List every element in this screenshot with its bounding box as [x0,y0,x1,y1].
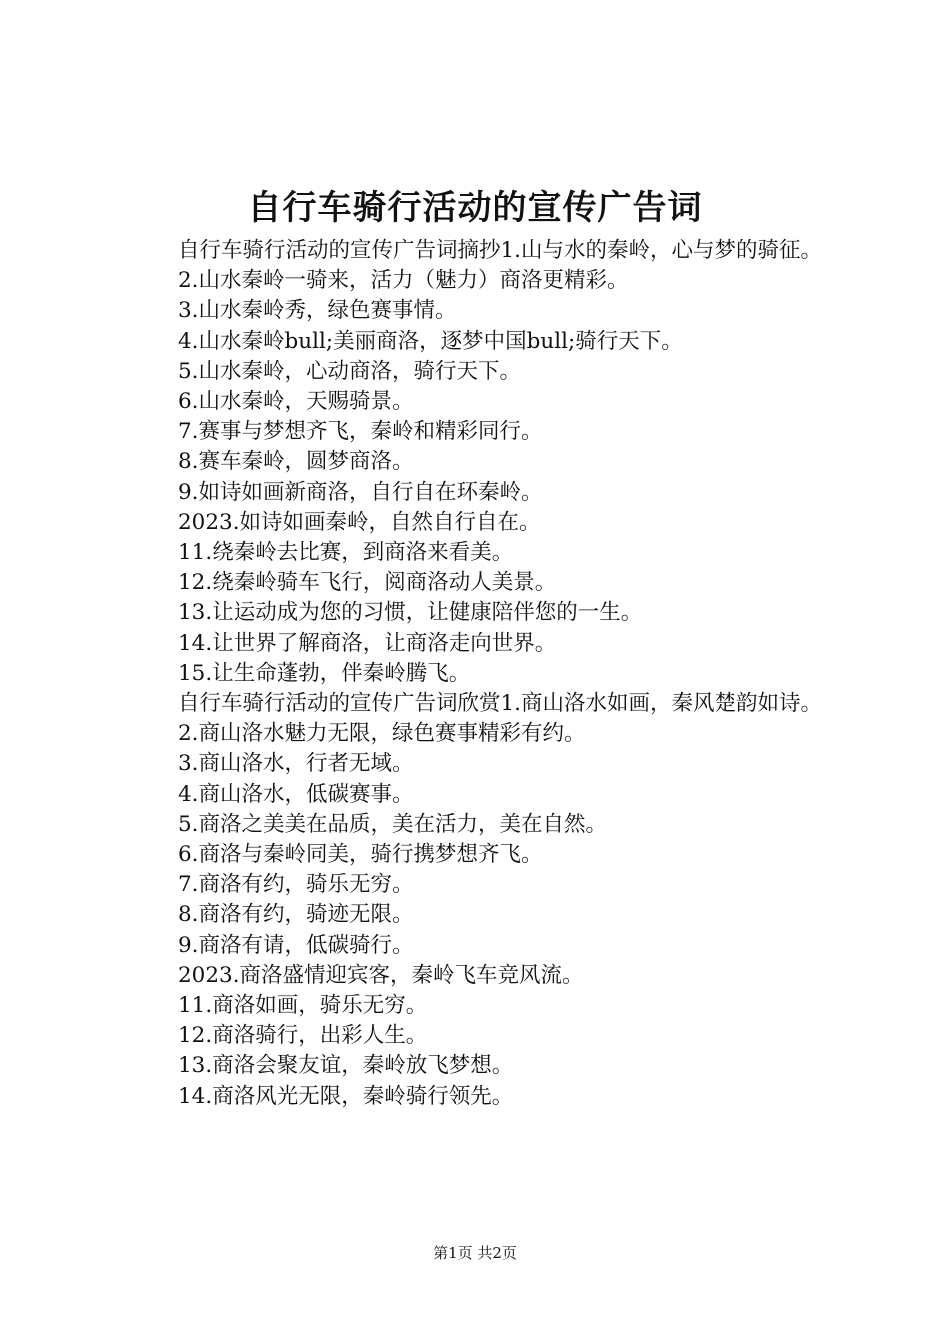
paragraph: 13.商洛会聚友谊，秦岭放飞梦想。 [178,1053,514,1079]
paragraph: 12.商洛骑行，出彩人生。 [178,1023,428,1049]
paragraph: 8.赛车秦岭，圆梦商洛。 [178,449,414,475]
paragraph: 3.山水秦岭秀，绿色赛事情。 [178,298,457,324]
paragraph: 13.让运动成为您的习惯，让健康陪伴您的一生。 [178,600,643,626]
document-title: 自行车骑行活动的宣传广告词 [247,188,703,228]
paragraph: 自行车骑行活动的宣传广告词欣赏1.商山洛水如画，秦风楚韵如诗。 [178,691,823,717]
paragraph: 11.商洛如画，骑乐无穷。 [178,993,428,1019]
paragraph: 2023.商洛盛情迎宾客，秦岭飞车竞风流。 [178,962,584,988]
paragraph: 6.山水秦岭，天赐骑景。 [178,389,414,415]
paragraph: 11.绕秦岭去比赛，到商洛来看美。 [178,540,514,566]
paragraph: 7.赛事与梦想齐飞，秦岭和精彩同行。 [178,419,543,445]
paragraph: 2.商山洛水魅力无限，绿色赛事精彩有约。 [178,721,586,747]
paragraph: 14.让世界了解商洛，让商洛走向世界。 [178,630,557,656]
paragraph: 2.山水秦岭一骑来，活力（魅力）商洛更精彩。 [178,268,629,294]
page-footer: 第1页 共2页 [433,1244,517,1262]
paragraph: 9.商洛有请，低碳骑行。 [178,932,414,958]
paragraph: 4.商山洛水，低碳赛事。 [178,781,414,807]
document-body [130,236,835,1112]
paragraph: 2023.如诗如画秦岭，自然自行自在。 [178,509,541,535]
paragraph: 自行车骑行活动的宣传广告词摘抄1.山与水的秦岭，心与梦的骑征。 [178,238,823,263]
paragraph: 8.商洛有约，骑迹无限。 [178,902,414,928]
paragraph: 14.商洛风光无限，秦岭骑行领先。 [178,1083,514,1109]
paragraph: 4.山水秦岭bull;美丽商洛，逐梦中国bull;骑行天下。 [178,328,683,354]
paragraph: 3.商山洛水，行者无域。 [178,751,414,777]
paragraph: 5.山水秦岭，心动商洛，骑行天下。 [178,358,522,384]
paragraph: 9.如诗如画新商洛，自行自在环秦岭。 [178,479,543,505]
paragraph: 12.绕秦岭骑车飞行，阅商洛动人美景。 [178,570,557,596]
paragraph: 15.让生命蓬勃，伴秦岭腾飞。 [178,660,471,686]
paragraph: 6.商洛与秦岭同美，骑行携梦想齐飞。 [178,842,543,868]
paragraph: 7.商洛有约，骑乐无穷。 [178,872,414,898]
paragraph: 5.商洛之美美在品质，美在活力，美在自然。 [178,811,608,837]
